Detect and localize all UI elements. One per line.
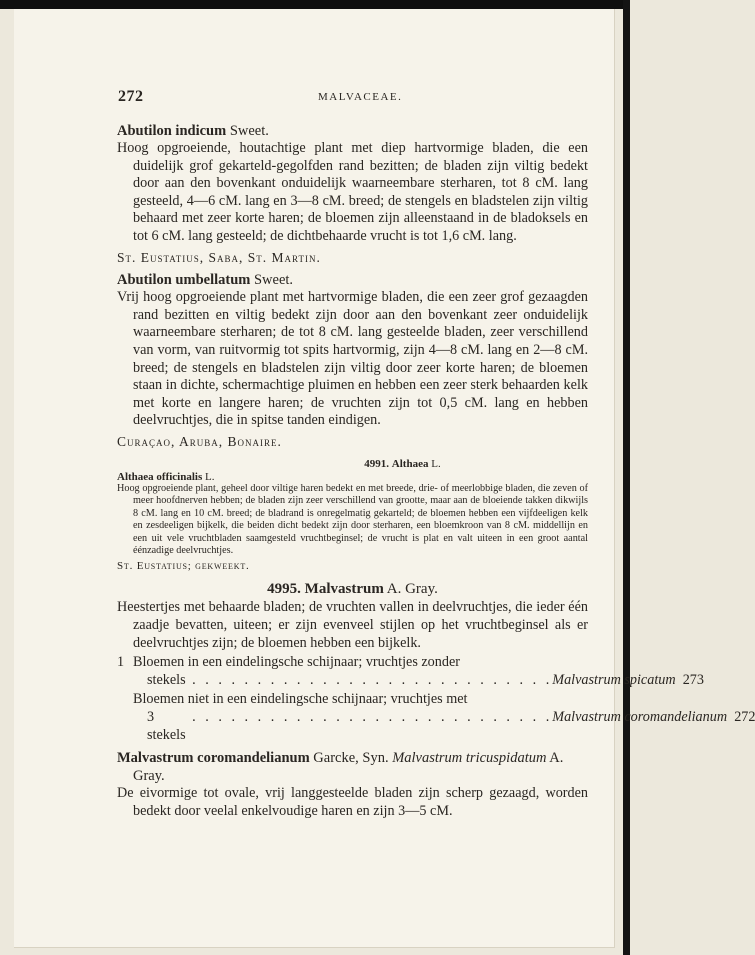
key-result-page: 272: [734, 708, 755, 725]
species-name: Abutilon umbellatum: [117, 272, 251, 289]
key-lead-text: Bloemen in een eindelingsche schijnaar; vruchtjes zonder: [133, 654, 460, 671]
running-head: MALVACEAE.: [318, 91, 403, 103]
genus-heading: [117, 457, 588, 471]
distribution: St. Eustatius, Saba, St. Martin.: [117, 249, 321, 265]
page-number: 272: [118, 88, 144, 105]
species-synonym: Malvastrum tricuspidatum: [392, 750, 547, 767]
genus-heading: [117, 580, 588, 599]
species-description: Hoog opgroeiende plant, geheel door viltige haren bedekt en met breede, drie- of meerlobbige bladen, die zeven of meer hoofdnerven hebben; de bladen zijn zeer verschillend van grootte, maar aan de bloeiende takken dikwijls 8 cM. lang en 10 cM. breed; de bladrand is onregelmatig gekarteld; de bloemen hebben een vijfdeeligen kelk en zesdeeligen bijkelk, die beiden dicht bedekt zijn door sterharen, een bloemkroon van 8 cM. middellijn en een uit vele vruchtbladen saamgesteld vruchtbeginsel; de vrucht is plat en valt uiteen in een groot aantal éénzadige deelvruchtjes.: [117, 482, 588, 556]
key-lead-text: Bloemen niet in een eindelingsche schijnaar; vruchtjes met: [133, 691, 468, 708]
top-edge: [0, 0, 630, 9]
key-lead-result: [133, 672, 704, 690]
species-heading: [117, 749, 588, 785]
key-result-page: 273: [682, 671, 704, 688]
right-edge: [623, 0, 630, 955]
species-author: Sweet.: [253, 272, 294, 289]
key-lead-text2: 3 stekels: [147, 708, 186, 743]
species-author: L.: [205, 470, 215, 483]
synonym-author: A. Gray.: [133, 750, 564, 785]
key-lead-result: [133, 708, 755, 744]
species-description: De eivormige tot ovale, vrij langgesteelde bladen zijn scherp gezaagd, worden bedekt door veelal enkelvoudige haren en zijn 3—5 cM.: [117, 785, 588, 819]
species-description: Hoog opgroeiende, houtachtige plant met diep hartvormige bladen, die een duidelijk grof gekarteld-gegolfden rand bezitten; de bladen zijn viltig bedekt door aan den bovenkant onduidelijk waarneembare sterharen, tot 8 cM. lang gesteeld, 4—6 cM. lang en 3—8 cM. breed; de stengels en bladstelen zijn viltig behaard met zeer korte haren; de bloemen zijn alleenstaand in de bladoksels en tot 6 cM. lang gesteeld; de dichtbehaarde vrucht is tot 1,6 cM. lang.: [117, 140, 588, 244]
species-author: Garcke, Syn.: [313, 750, 389, 767]
distribution: Curaçao, Aruba, Bonaire.: [117, 433, 282, 449]
genus-name: Althaea: [391, 457, 429, 470]
key-couplet: [117, 691, 755, 744]
species-name: Abutilon indicum: [117, 123, 227, 139]
key-number: 1: [117, 654, 125, 671]
dot-leader: . . . . . . . . . . . . . . . . . . . . . . . . . . . .: [185, 708, 553, 725]
genus-description: Heestertjes met behaarde bladen; de vruchten vallen in deelvruchtjes, die ieder één zaadje bevatten, uiteen; er zijn evenveel stijlen op het vruchtbeginsel als er deelvruchtjes zijn; de bloemen hebben een bijkelk.: [117, 599, 588, 651]
species-heading: [117, 122, 588, 140]
key-couplet: [117, 654, 704, 689]
species-author: Sweet.: [229, 123, 269, 139]
species-name: Althaea officinalis: [117, 470, 203, 483]
genus-number: 4995.: [267, 581, 301, 598]
distribution: St. Eustatius; gekweekt.: [117, 560, 250, 573]
genus-author: A. Gray.: [386, 581, 438, 598]
species-description: Vrij hoog opgroeiende plant met hartvormige bladen, die een zeer grof gezaagden rand bezitten en viltig bedekt zijn door aan den bovenkant zeer onduidelijk waarneembare sterharen; de tot 8 cM. lang gesteelde bladen, zeer verschillend van vorm, van ruitvormig tot spits hartvormig, zijn 4—8 cM. lang en 2—8 cM. breed; de stengels en bladstelen zijn viltig door zeer korte haren; de bloemen staan in dichte, schermachtige pluimen en hebben een zeer sterk behaarden kelk met korte en langere haren; de vruchten zijn tot 0,5 cM. lang en hebben deelvruchtjes, die in spitse tanden eindigen.: [117, 289, 588, 429]
dot-leader: . . . . . . . . . . . . . . . . . . . . . . . . . . . .: [185, 671, 553, 688]
genus-author: L.: [431, 457, 441, 470]
key-result-taxon: Malvastrum spicatum: [552, 671, 676, 688]
page-content: [117, 122, 755, 820]
species-heading-small: [117, 471, 588, 483]
species-name: Malvastrum coromandelianum: [117, 750, 310, 767]
genus-number: 4991.: [364, 457, 390, 470]
key-result-taxon: Malvastrum coromandelianum: [552, 708, 728, 725]
key-lead-text2: stekels: [147, 671, 186, 688]
species-heading: [117, 271, 588, 289]
genus-name: Malvastrum: [304, 581, 384, 598]
page-header: [118, 88, 588, 108]
